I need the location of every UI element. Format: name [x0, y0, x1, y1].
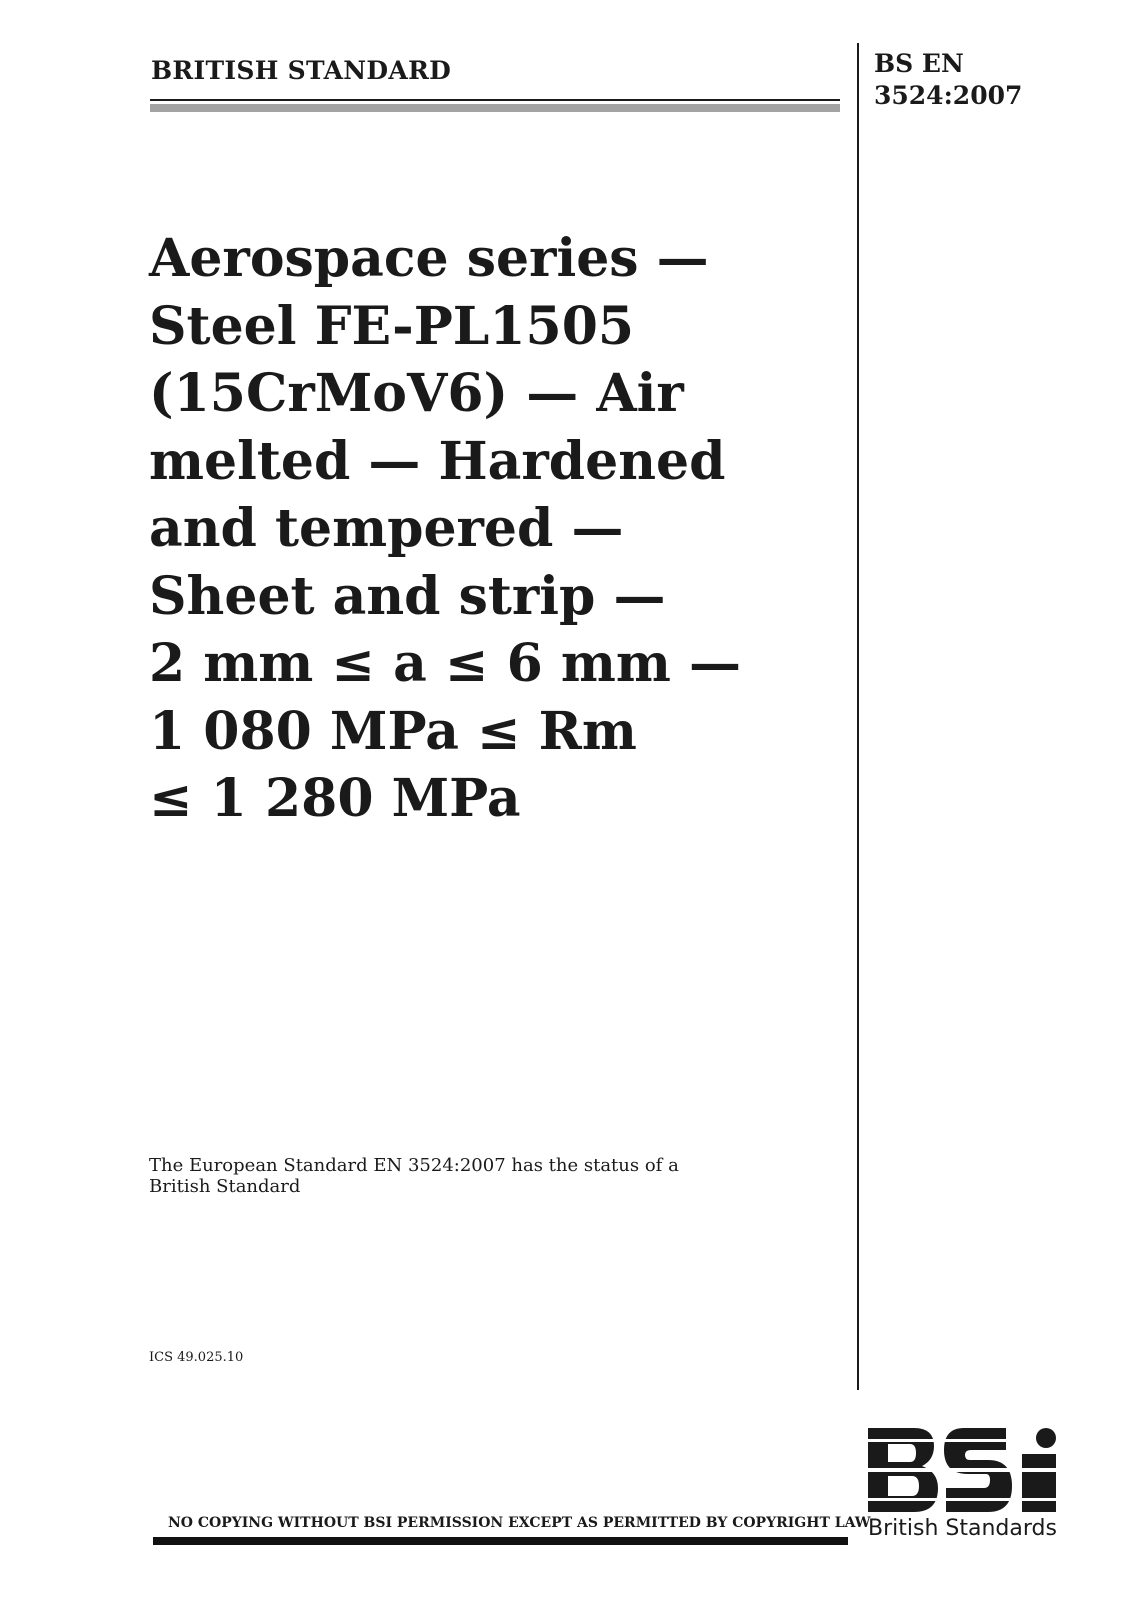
title-line: 1 080 MPa ≤ Rm — [149, 700, 637, 762]
logo-caption: British Standards — [868, 1516, 1057, 1541]
status-note-line: British Standard — [149, 1176, 301, 1197]
title-line: 2 mm ≤ a ≤ 6 mm — — [149, 633, 742, 694]
title-line: Steel FE-PL1505 — [149, 295, 635, 357]
document-title — [149, 225, 839, 833]
ics-code: ICS 49.025.10 — [149, 1350, 244, 1365]
title-line: ≤ 1 280 MPa — [149, 768, 521, 829]
standard-number-line: BS EN — [874, 49, 964, 78]
status-note-line: The European Standard EN 3524:2007 has the status of a — [149, 1155, 679, 1176]
document-type-label: BRITISH STANDARD — [151, 56, 452, 85]
copyright-notice: NO COPYING WITHOUT BSI PERMISSION EXCEPT AS PERMITTED BY COPYRIGHT LAW — [168, 1515, 871, 1531]
footer-rule — [153, 1537, 848, 1545]
status-note — [149, 1155, 679, 1197]
standard-number-line: 3524:2007 — [874, 81, 1023, 110]
standard-number — [874, 48, 1022, 112]
header-rule-thin — [150, 99, 840, 101]
header-rule-grey — [150, 104, 840, 112]
bsi-logo — [868, 1428, 1068, 1512]
vertical-divider — [857, 43, 859, 1390]
title-line: melted — Hardened — [149, 430, 726, 492]
title-line: (15CrMoV6) — Air — [149, 363, 684, 424]
title-line: Sheet and strip — — [149, 565, 666, 627]
title-line: Aerospace series — — [149, 228, 709, 289]
title-line: and tempered — — [149, 498, 624, 559]
